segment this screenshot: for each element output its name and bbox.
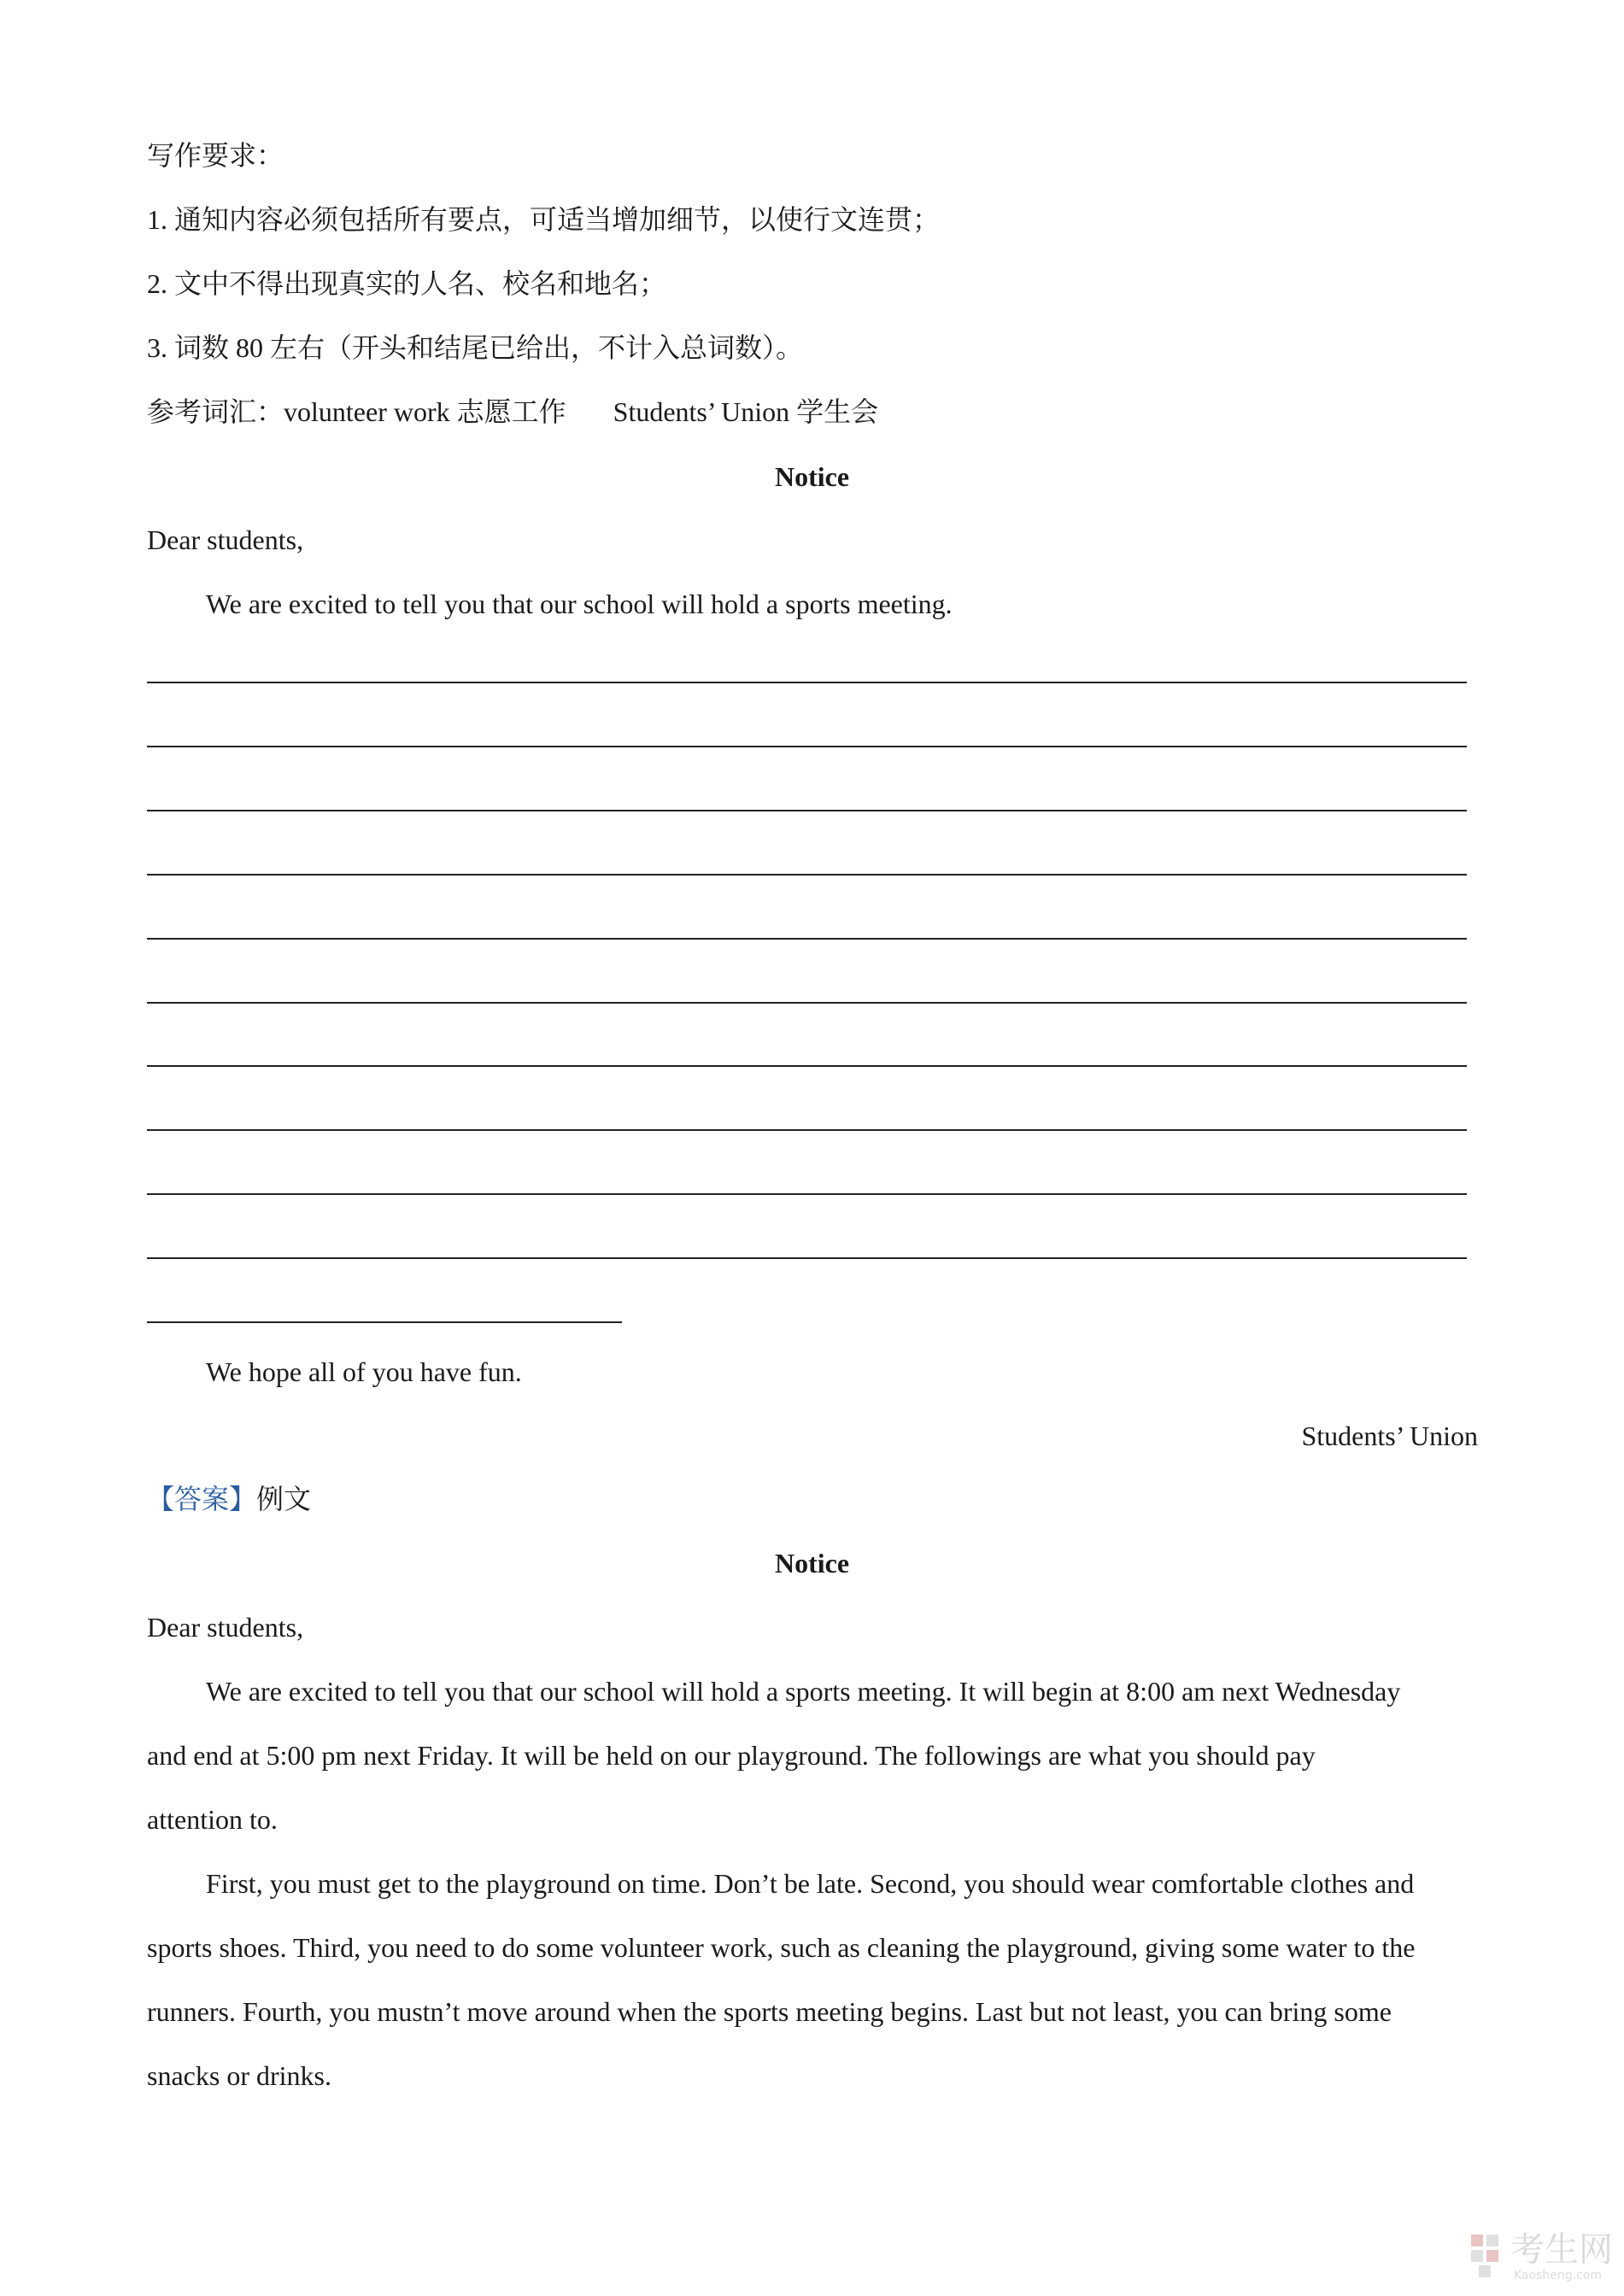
notice-greeting: Dear students, <box>147 524 304 555</box>
answer-para2-line: sports shoes. Third, you need to do some volunteer work, such as cleaning the playground, giving some water to the <box>147 1932 1416 1963</box>
notice-title: Notice <box>774 461 850 492</box>
writing-line[interactable] <box>147 1065 1467 1067</box>
notice-opening: We are excited to tell you that our school will hold a sports meeting. <box>206 589 953 619</box>
notice-signature: Students’ Union <box>1301 1420 1478 1451</box>
requirements-heading: 写作要求： <box>147 140 284 171</box>
answer-para1-line: and end at 5:00 pm next Friday. It will be held on our playground. The followings are what you should pay <box>147 1740 1316 1771</box>
watermark-text: 考生网 <box>1510 2230 1613 2270</box>
answer-para2-line: snacks or drinks. <box>147 2060 331 2091</box>
requirement-item-2: 2. 文中不得出现真实的人名、校名和地名； <box>147 268 667 299</box>
answer-label: 【答案】 <box>147 1484 257 1514</box>
answer-greeting: Dear students, <box>147 1612 304 1643</box>
answer-para2-line: runners. Fourth, you mustn’t move around when the sports meeting begins. Last but not least, you can bring some <box>147 1996 1392 2027</box>
watermark-subtext: Kaosheng.com <box>1514 2269 1602 2282</box>
answer-title: Notice <box>774 1548 850 1578</box>
writing-line[interactable] <box>147 938 1467 940</box>
answer-para1-line: We are excited to tell you that our school will hold a sports meeting. It will begin at 8:00 am next Wednesday <box>206 1676 1401 1707</box>
writing-line[interactable] <box>147 1193 1467 1195</box>
writing-line[interactable] <box>147 1002 1467 1004</box>
vocabulary-item-2: Students’ Union 学生会 <box>613 396 879 427</box>
answer-label-suffix: 例文 <box>256 1484 312 1514</box>
writing-line[interactable] <box>147 682 1467 683</box>
writing-line[interactable] <box>147 1129 1467 1131</box>
writing-line[interactable] <box>147 874 1467 876</box>
answer-para1-line: attention to. <box>147 1804 278 1835</box>
writing-line[interactable] <box>147 1257 1467 1259</box>
requirement-item-3: 3. 词数 80 左右（开头和结尾已给出，不计入总词数）。 <box>147 332 804 363</box>
writing-line[interactable] <box>147 810 1467 811</box>
answer-label-line <box>147 1482 311 1516</box>
answer-para2-line: First, you must get to the playground on time. Don’t be late. Second, you should wear comfortable clothes and <box>206 1868 1415 1899</box>
writing-line-last[interactable] <box>147 1321 622 1323</box>
notice-closing: We hope all of you have fun. <box>206 1356 522 1387</box>
vocabulary-item-1: volunteer work 志愿工作 <box>284 396 566 427</box>
vocabulary-line <box>147 395 878 429</box>
writing-line[interactable] <box>147 746 1467 747</box>
requirement-item-1: 1. 通知内容必须包括所有要点，可适当增加细节，以使行文连贯； <box>147 204 941 235</box>
vocabulary-label: 参考词汇： <box>147 396 284 427</box>
